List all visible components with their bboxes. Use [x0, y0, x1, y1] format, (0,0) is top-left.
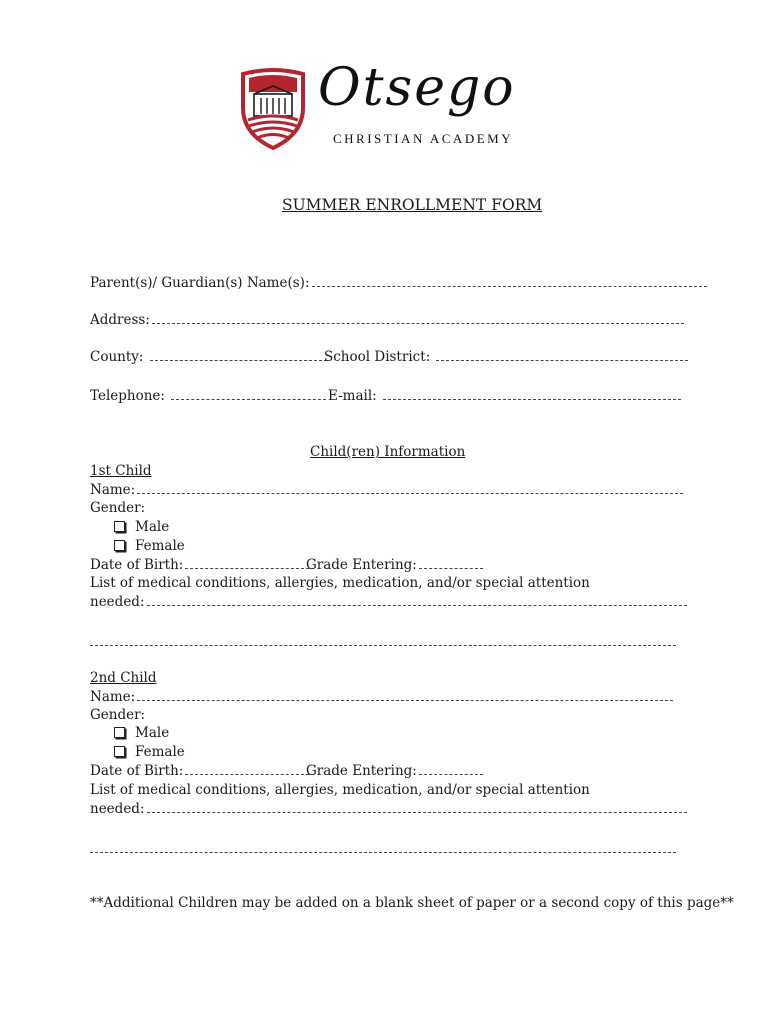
first-child-heading: 1st Child [90, 463, 152, 479]
first-child-dob-field[interactable] [90, 557, 309, 573]
telephone-field[interactable] [90, 388, 326, 404]
female-label: Female [135, 744, 185, 760]
second-child-female-option[interactable] [114, 744, 185, 760]
county-field[interactable] [90, 349, 327, 365]
first-child-female-option[interactable] [114, 538, 185, 554]
male-label: Male [135, 725, 170, 741]
second-child-extra-line[interactable] [90, 852, 676, 853]
second-child-dob-field[interactable] [90, 763, 309, 779]
first-child-name-field[interactable] [90, 482, 683, 498]
second-child-male-option[interactable] [114, 725, 169, 741]
email-field[interactable] [328, 388, 681, 404]
checkbox-icon[interactable] [114, 746, 125, 757]
female-label: Female [135, 538, 185, 554]
district-label: School District: [324, 349, 431, 365]
dob-label: Date of Birth: [90, 763, 184, 779]
second-child-heading: 2nd Child [90, 670, 157, 686]
checkbox-icon[interactable] [114, 540, 125, 551]
checkbox-icon[interactable] [114, 521, 125, 532]
needed-label: needed: [90, 801, 145, 817]
address-field[interactable] [90, 312, 684, 328]
district-field[interactable] [324, 349, 688, 365]
footer-note: **Additional Children may be added on a blank sheet of paper or a second copy of this page** [90, 895, 734, 911]
second-child-gender-label: Gender: [90, 707, 146, 723]
first-child-grade-field[interactable] [306, 557, 483, 573]
second-child-grade-field[interactable] [306, 763, 483, 779]
first-child-male-option[interactable] [114, 519, 169, 535]
checkbox-icon[interactable] [114, 727, 125, 738]
second-child-name-field[interactable] [90, 689, 673, 705]
page-title [282, 196, 630, 214]
needed-label: needed: [90, 594, 145, 610]
name-label: Name: [90, 482, 136, 498]
second-child-needed-field[interactable] [90, 801, 687, 817]
parents-field[interactable] [90, 275, 707, 291]
email-label: E-mail: [328, 388, 377, 404]
address-label: Address: [90, 312, 150, 328]
county-label: County: [90, 349, 144, 365]
first-child-gender-label: Gender: [90, 500, 146, 516]
grade-label: Grade Entering: [306, 557, 417, 573]
crest-icon [240, 68, 306, 150]
logo-wordmark: Otsego [318, 58, 516, 118]
name-label: Name: [90, 689, 136, 705]
children-heading: Child(ren) Information [310, 444, 466, 460]
title-text: SUMMER ENROLLMENT FORM [282, 196, 543, 214]
first-child-medical-label: List of medical conditions, allergies, medication, and/or special attention [90, 575, 590, 591]
first-child-extra-line[interactable] [90, 645, 676, 646]
male-label: Male [135, 519, 170, 535]
telephone-label: Telephone: [90, 388, 165, 404]
second-child-medical-label: List of medical conditions, allergies, medication, and/or special attention [90, 782, 590, 798]
dob-label: Date of Birth: [90, 557, 184, 573]
logo-subtitle: CHRISTIAN ACADEMY [333, 131, 514, 146]
first-child-needed-field[interactable] [90, 594, 687, 610]
parents-label: Parent(s)/ Guardian(s) Name(s): [90, 275, 310, 291]
grade-label: Grade Entering: [306, 763, 417, 779]
